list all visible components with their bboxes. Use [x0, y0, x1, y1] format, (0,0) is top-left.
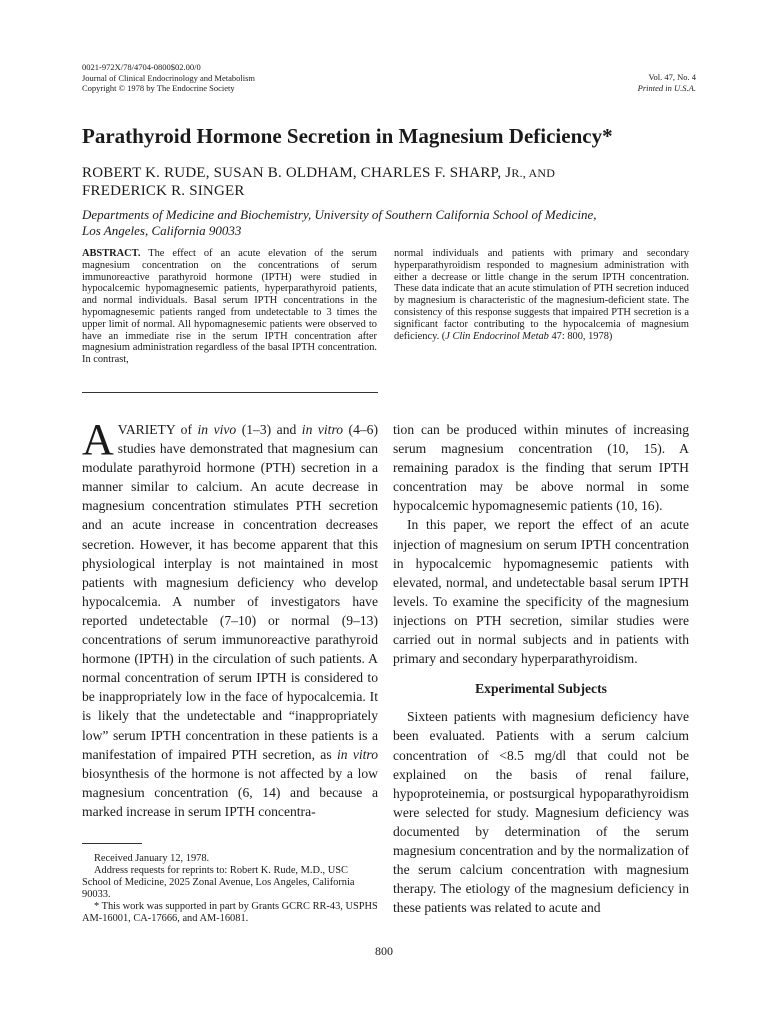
intro-text-1: VARIETY of: [117, 422, 198, 437]
citation-journal: J Clin Endocrinol Metab: [445, 330, 549, 342]
journal-header: [82, 62, 255, 94]
affiliation: [82, 207, 692, 238]
volume-number: Vol. 47, No. 4: [648, 72, 696, 82]
authors-line-1: ROBERT K. RUDE, SUSAN B. OLDHAM, CHARLES F. SHARP, J: [82, 165, 512, 181]
drop-cap: A: [82, 415, 114, 464]
abstract-text-right: normal individuals and patients with primary and secondary hyperparathyroidism responded to magnesium administration with either a decrease or little change in the serum IPTH concentration. These data indicate that an acute stimulation of PTH secretion induced by magnesium is characteristic of the magnesium-deficient state. The consistency of this response suggests that impaired PTH secretion is a significant factor contributing to the hypocalcemia of magnesium deficiency. (: [394, 248, 689, 342]
footnote-divider: [82, 843, 142, 844]
intro-text-2: (1–3) and: [236, 422, 302, 437]
intro-paragraph: [82, 415, 378, 821]
affiliation-line-2: Los Angeles, California 90033: [82, 222, 242, 238]
body-paragraph-2: In this paper, we report the effect of an acute injection of magnesium on serum IPTH concentration in hypocalcemic hypomagnesemic patients with elevated, normal, and undetectable basal serum IPTH levels. To examine the specificity of the magnesium injections on PTH secretion, similar studies were carried out in normal subjects and in patients with primary and secondary hyperparathyroidism.: [393, 517, 689, 667]
footnote-support: * This work was supported in part by Grants GCRC RR-43, USPHS AM-16001, CA-17666, and AM-16081.: [82, 901, 378, 924]
citation-details: 47: 800, 1978): [548, 330, 613, 342]
intro-italic-2: in vitro: [301, 422, 344, 437]
issn-code: 0021-972X/78/4704-0800$02.00/0: [82, 62, 201, 72]
footnotes: [82, 853, 378, 925]
body-left-column: [82, 415, 378, 821]
authors-line-2: FREDERICK R. SINGER: [82, 183, 245, 199]
copyright-line: Copyright © 1978 by The Endocrine Society: [82, 83, 235, 93]
abstract-label: ABSTRACT.: [82, 248, 141, 259]
intro-italic-1: in vivo: [197, 422, 237, 437]
body-paragraph-1: tion can be produced within minutes of increasing serum magnesium concentration (10, 15). A remaining paradox is the finding that serum IPTH concentration may be above normal in some hypocalcemic hypomagnesemic patients (10, 16).: [393, 422, 689, 514]
journal-name: Journal of Clinical Endocrinology and Metabolism: [82, 72, 256, 83]
body-paragraph-3: Sixteen patients with magnesium deficiency have been evaluated. Patients with a serum calcium concentration of <8.5 mg/dl that could not be explained on the basis of renal failure, hypoproteinemia, or postsurgical hypoparathyroidism were selected for study. Magnesium deficiency was documented by determination of the serum magnesium concentration and by the normalization of the serum calcium concentration with magnesium therapy. The etiology of the magnesium deficiency in these patients was related to acute and: [393, 709, 689, 916]
article-title: Parathyroid Hormone Secretion in Magnesium Deficiency*: [82, 124, 613, 148]
authors-line-1-suffix: R., AND: [511, 166, 556, 180]
abstract-left-column: [82, 248, 377, 366]
affiliation-line-1: Departments of Medicine and Biochemistry, University of Southern California School of Medicine,: [82, 207, 597, 222]
printed-in: Printed in U.S.A.: [637, 82, 696, 93]
author-list: [82, 164, 692, 200]
body-right-column: [393, 420, 689, 917]
section-divider: [82, 392, 378, 393]
intro-text-4: biosynthesis of the hormone is not affected by a low magnesium concentration (6, 14) and because a marked increase in serum IPTH concentra-: [82, 765, 378, 819]
footnote-address: Address requests for reprints to: Robert K. Rude, M.D., USC School of Medicine, 2025 Zonal Avenue, Los Angeles, California 90033.: [82, 865, 355, 900]
volume-info: [638, 72, 696, 93]
intro-italic-3: in vitro: [336, 746, 378, 762]
abstract-text-left: The effect of an acute elevation of the serum magnesium concentration on the concentrations of serum immunoreactive parathyroid hormone (IPTH) were studied in hypocalcemic hypomagnesemic patients, hyperparathyroid patients, and normal individuals. Basal serum IPTH concentrations in the hypomagnesemic patients ranged from undetectable to 3 times the upper limit of normal. All hypomagnesemic patients were observed to have an immediate rise in the serum IPTH concentration after magnesium administration regardless of the basal IPTH concentration. In contrast,: [82, 248, 377, 366]
section-heading: Experimental Subjects: [475, 681, 607, 697]
footnote-received: Received January 12, 1978.: [94, 853, 210, 864]
abstract-right-column: [394, 248, 689, 342]
page-number: 800: [375, 944, 393, 958]
intro-text-3: (4–6) studies have demonstrated that magnesium can modulate parathyroid hormone (PTH) secretion in a manner similar to calcium. An acute decrease in magnesium concentration stimulates PTH secretion and an acute increase in concentration decreases secretion. However, it has become apparent that this physiological interplay is not maintained in most patients with magnesium deficiency who develop hypocalcemia. A number of investigators have reported undetectable (7–10) or normal (9–13) concentrations of serum immunoreactive parathyroid hormone (IPTH) in the circulation of such patients. A normal concentration of serum IPTH is considered to be inappropriately low in the face of hypocalcemia. It is likely that the undetectable and “inappropriately low” serum IPTH concentration in these patients is a manifestation of impaired PTH secretion, as: [82, 422, 378, 762]
